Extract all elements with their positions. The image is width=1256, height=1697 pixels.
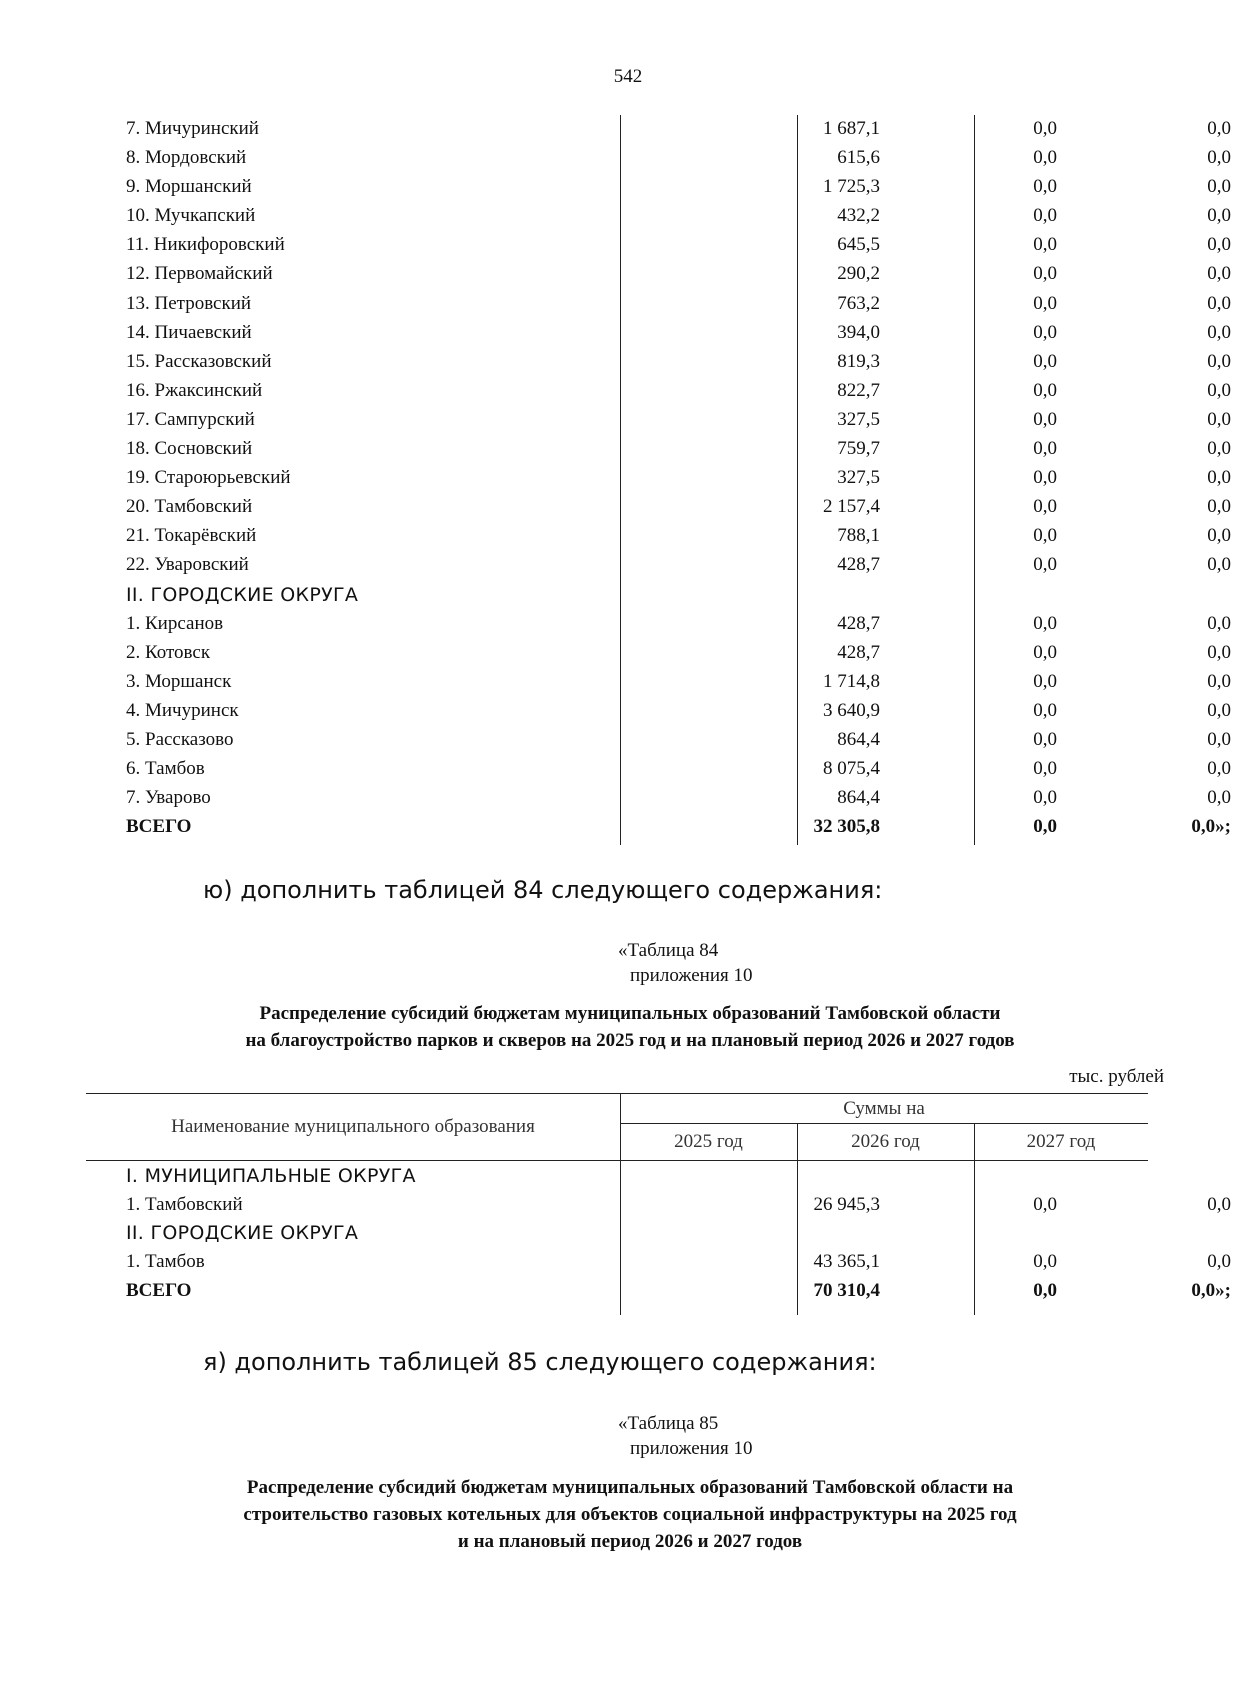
value-2025: 1 687,1 bbox=[823, 118, 880, 139]
value-2025: 645,5 bbox=[837, 234, 880, 256]
row-name: 19. Староюрьевский bbox=[126, 467, 291, 489]
table-row bbox=[126, 348, 1231, 377]
page-number: 542 bbox=[613, 66, 643, 87]
table-row bbox=[126, 202, 1231, 231]
table-row bbox=[126, 522, 1231, 551]
value-2027: 0,0 bbox=[1207, 1194, 1231, 1215]
value-2026: 0,0 bbox=[1033, 205, 1057, 227]
value-2026: 0,0 bbox=[1033, 1194, 1057, 1215]
table-row bbox=[126, 668, 1231, 697]
table-row bbox=[126, 551, 1231, 580]
table-row bbox=[126, 435, 1231, 464]
value-2025: 394,0 bbox=[837, 321, 880, 343]
table-row bbox=[126, 697, 1231, 726]
table-row bbox=[126, 639, 1231, 668]
row-name: 5. Рассказово bbox=[126, 728, 234, 750]
table84-units: тыс. рублей bbox=[1069, 1066, 1164, 1087]
row-name: 14. Пичаевский bbox=[126, 321, 252, 343]
row-name: 6. Тамбов bbox=[126, 758, 205, 780]
value-2027: 0,0 bbox=[1207, 263, 1231, 285]
value-2027: 0,0 bbox=[1207, 379, 1231, 401]
value-2025: 1 725,3 bbox=[823, 176, 880, 198]
value-2025: 615,6 bbox=[837, 147, 880, 169]
row-name: 2. Котовск bbox=[126, 641, 211, 663]
table84-caption-line2: приложения 10 bbox=[630, 965, 753, 986]
table-row bbox=[126, 173, 1231, 202]
value-2027: 0,0 bbox=[1207, 467, 1231, 489]
value-2026: 0,0 bbox=[1033, 728, 1057, 750]
table-row bbox=[126, 1191, 1231, 1220]
value-2025: 290,2 bbox=[837, 263, 880, 285]
value-2027: 0,0»; bbox=[1191, 1280, 1231, 1301]
column-divider bbox=[620, 115, 621, 845]
value-2026: 0,0 bbox=[1033, 787, 1057, 809]
value-2025: 327,5 bbox=[837, 467, 880, 489]
value-2026: 0,0 bbox=[1033, 321, 1057, 343]
value-2025: 432,2 bbox=[837, 205, 880, 227]
table84-header-divider bbox=[620, 1123, 1148, 1124]
value-2025: 3 640,9 bbox=[823, 699, 880, 721]
value-2027: 0,0 bbox=[1207, 438, 1231, 460]
value-2027: 0,0»; bbox=[1191, 816, 1231, 838]
value-2026: 0,0 bbox=[1033, 263, 1057, 285]
table85-title-line2: строительство газовых котельных для объектов социальной инфраструктуры на 2025 год bbox=[243, 1504, 1017, 1525]
column-divider bbox=[797, 115, 798, 845]
value-2026: 0,0 bbox=[1033, 118, 1057, 139]
value-2026: 0,0 bbox=[1033, 350, 1057, 372]
row-name: II. ГОРОДСКИЕ ОКРУГА bbox=[126, 1222, 359, 1244]
value-2025: 788,1 bbox=[837, 525, 880, 547]
value-2027: 0,0 bbox=[1207, 525, 1231, 547]
value-2026: 0,0 bbox=[1033, 1280, 1057, 1301]
section-heading-row bbox=[126, 1219, 1171, 1248]
table-row bbox=[126, 610, 1231, 639]
row-name: 17. Сампурский bbox=[126, 408, 255, 430]
table-row bbox=[126, 115, 1231, 144]
value-2026: 0,0 bbox=[1033, 234, 1057, 256]
value-2025: 759,7 bbox=[837, 438, 880, 460]
value-2027: 0,0 bbox=[1207, 176, 1231, 198]
value-2027: 0,0 bbox=[1207, 321, 1231, 343]
section-heading-row bbox=[126, 1162, 1171, 1191]
value-2027: 0,0 bbox=[1207, 1251, 1231, 1272]
column-divider bbox=[974, 115, 975, 845]
value-2025: 428,7 bbox=[837, 554, 880, 576]
value-2026: 0,0 bbox=[1033, 467, 1057, 489]
table-row bbox=[126, 290, 1231, 319]
row-name: 18. Сосновский bbox=[126, 438, 253, 460]
value-2025: 1 714,8 bbox=[823, 670, 880, 692]
row-name: 11. Никифоровский bbox=[126, 234, 285, 256]
value-2025: 763,2 bbox=[837, 292, 880, 314]
table-row bbox=[126, 755, 1231, 784]
row-name: 8. Мордовский bbox=[126, 147, 247, 169]
total-row bbox=[126, 1277, 1231, 1306]
row-name: 4. Мичуринск bbox=[126, 699, 239, 721]
row-name: ВСЕГО bbox=[126, 816, 192, 838]
value-2027: 0,0 bbox=[1207, 787, 1231, 809]
value-2026: 0,0 bbox=[1033, 641, 1057, 663]
value-2027: 0,0 bbox=[1207, 496, 1231, 518]
table-row bbox=[126, 260, 1231, 289]
value-2026: 0,0 bbox=[1033, 379, 1057, 401]
row-name: 20. Тамбовский bbox=[126, 496, 253, 518]
table85-caption-line2: приложения 10 bbox=[630, 1438, 753, 1459]
value-2027: 0,0 bbox=[1207, 147, 1231, 169]
table84-title-line2: на благоустройство парков и скверов на 2025 год и на плановый период 2026 и 2027 годов bbox=[245, 1030, 1015, 1051]
value-2026: 0,0 bbox=[1033, 408, 1057, 430]
value-2025: 822,7 bbox=[837, 379, 880, 401]
value-2026: 0,0 bbox=[1033, 670, 1057, 692]
table84-header-2025: 2025 год bbox=[674, 1131, 743, 1152]
table85-caption-line1: «Таблица 85 bbox=[618, 1413, 719, 1434]
value-2026: 0,0 bbox=[1033, 816, 1057, 838]
value-2026: 0,0 bbox=[1033, 147, 1057, 169]
value-2026: 0,0 bbox=[1033, 612, 1057, 634]
row-name: 7. Уварово bbox=[126, 787, 211, 809]
value-2025: 864,4 bbox=[837, 728, 880, 750]
value-2027: 0,0 bbox=[1207, 554, 1231, 576]
value-2026: 0,0 bbox=[1033, 292, 1057, 314]
table-row bbox=[126, 464, 1231, 493]
section-heading-row bbox=[126, 581, 1171, 610]
table-row bbox=[126, 493, 1231, 522]
value-2027: 0,0 bbox=[1207, 118, 1231, 139]
row-name: I. МУНИЦИПАЛЬНЫЕ ОКРУГА bbox=[126, 1165, 416, 1187]
table-row bbox=[126, 726, 1231, 755]
value-2025: 8 075,4 bbox=[823, 758, 880, 780]
row-name: 3. Моршанск bbox=[126, 670, 232, 692]
table84-header-2026: 2026 год bbox=[851, 1131, 920, 1152]
value-2026: 0,0 bbox=[1033, 758, 1057, 780]
row-name: 9. Моршанский bbox=[126, 176, 252, 198]
value-2027: 0,0 bbox=[1207, 699, 1231, 721]
value-2026: 0,0 bbox=[1033, 496, 1057, 518]
value-2027: 0,0 bbox=[1207, 641, 1231, 663]
table84-title bbox=[100, 1000, 1160, 1054]
value-2026: 0,0 bbox=[1033, 525, 1057, 547]
row-name: 1. Кирсанов bbox=[126, 612, 224, 634]
table84-header-2027: 2027 год bbox=[1026, 1131, 1096, 1152]
instruction-85: я) дополнить таблицей 85 следующего содержания: bbox=[203, 1348, 877, 1376]
table-row bbox=[126, 1248, 1231, 1277]
row-name: 12. Первомайский bbox=[126, 263, 273, 285]
value-2025: 26 945,3 bbox=[813, 1194, 880, 1215]
value-2027: 0,0 bbox=[1207, 292, 1231, 314]
continuation-table bbox=[126, 115, 1231, 842]
row-name: 15. Рассказовский bbox=[126, 350, 272, 372]
table-row bbox=[126, 377, 1231, 406]
value-2027: 0,0 bbox=[1207, 234, 1231, 256]
value-2027: 0,0 bbox=[1207, 205, 1231, 227]
value-2027: 0,0 bbox=[1207, 728, 1231, 750]
row-name: II. ГОРОДСКИЕ ОКРУГА bbox=[126, 583, 359, 606]
value-2027: 0,0 bbox=[1207, 612, 1231, 634]
value-2026: 0,0 bbox=[1033, 1251, 1057, 1272]
value-2025: 32 305,8 bbox=[813, 816, 880, 838]
value-2025: 864,4 bbox=[837, 787, 880, 809]
row-name: 21. Токарёвский bbox=[126, 525, 257, 547]
value-2027: 0,0 bbox=[1207, 408, 1231, 430]
row-name: ВСЕГО bbox=[126, 1280, 192, 1301]
row-name: 1. Тамбов bbox=[126, 1251, 205, 1272]
table-row bbox=[126, 406, 1231, 435]
value-2025: 327,5 bbox=[837, 408, 880, 430]
value-2025: 819,3 bbox=[837, 350, 880, 372]
value-2025: 43 365,1 bbox=[813, 1251, 880, 1272]
value-2025: 70 310,4 bbox=[813, 1280, 880, 1301]
table-row bbox=[126, 319, 1231, 348]
table84-header-bottom bbox=[86, 1160, 1148, 1161]
table85-title-line3: и на плановый период 2026 и 2027 годов bbox=[457, 1531, 803, 1552]
value-2026: 0,0 bbox=[1033, 438, 1057, 460]
row-name: 7. Мичуринский bbox=[126, 118, 259, 139]
total-row bbox=[126, 813, 1231, 842]
value-2025: 428,7 bbox=[837, 641, 880, 663]
value-2027: 0,0 bbox=[1207, 670, 1231, 692]
row-name: 22. Уваровский bbox=[126, 554, 249, 576]
instruction-84: ю) дополнить таблицей 84 следующего содержания: bbox=[203, 876, 883, 904]
table85-title-line1: Распределение субсидий бюджетам муниципальных образований Тамбовской области на bbox=[246, 1477, 1014, 1498]
value-2025: 428,7 bbox=[837, 612, 880, 634]
row-name: 16. Ржаксинский bbox=[126, 379, 263, 401]
value-2026: 0,0 bbox=[1033, 554, 1057, 576]
row-name: 10. Мучкапский bbox=[126, 205, 256, 227]
table-row bbox=[126, 144, 1231, 173]
table84-caption-line1: «Таблица 84 bbox=[618, 940, 719, 961]
table85-title bbox=[100, 1474, 1160, 1555]
table-row bbox=[126, 231, 1231, 260]
table84-top-border bbox=[86, 1093, 1148, 1094]
value-2027: 0,0 bbox=[1207, 758, 1231, 780]
value-2026: 0,0 bbox=[1033, 176, 1057, 198]
table84-title-line1: Распределение субсидий бюджетам муниципальных образований Тамбовской области bbox=[259, 1003, 1001, 1024]
value-2027: 0,0 bbox=[1207, 350, 1231, 372]
table-row bbox=[126, 784, 1231, 813]
row-name: 13. Петровский bbox=[126, 292, 252, 314]
table84-header-name: Наименование муниципального образования bbox=[171, 1116, 535, 1137]
row-name: 1. Тамбовский bbox=[126, 1194, 243, 1215]
table84-header-sums: Суммы на bbox=[843, 1098, 925, 1119]
value-2026: 0,0 bbox=[1033, 699, 1057, 721]
value-2025: 2 157,4 bbox=[823, 496, 880, 518]
